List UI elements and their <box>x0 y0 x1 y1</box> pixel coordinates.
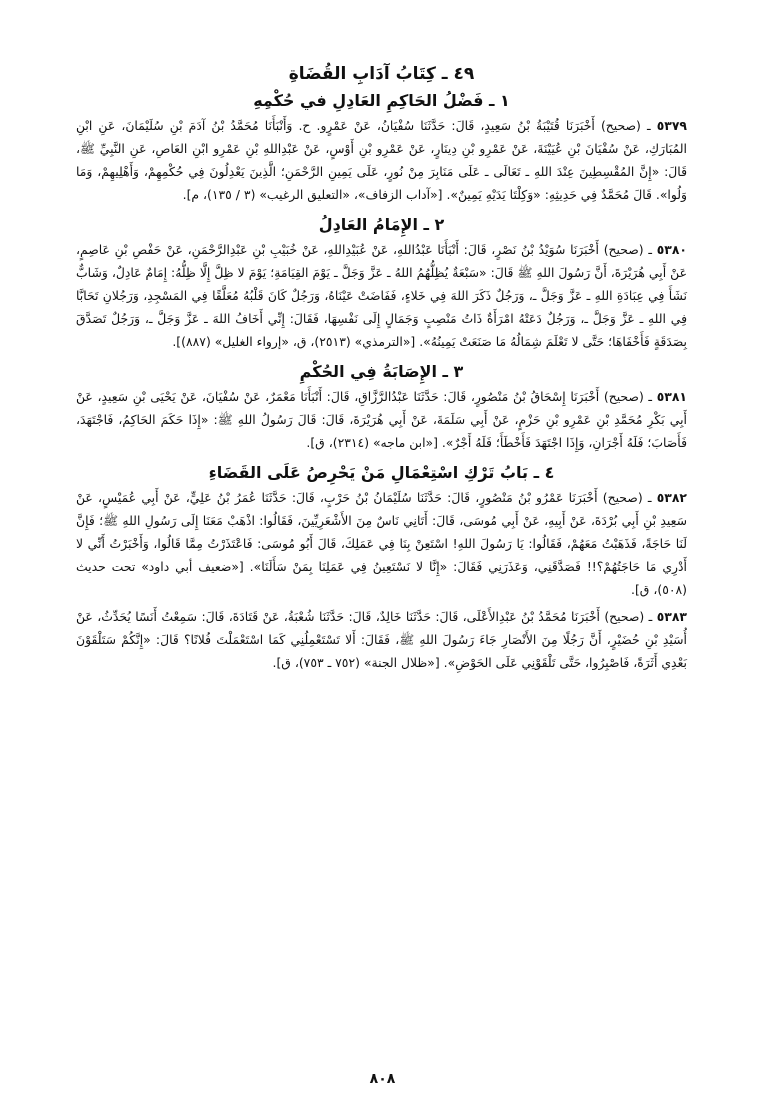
hadith-5382: ٥٣٨٢ ـ (صحيح) أَخْبَرَنَا عَمْرُو بْنُ مَنْصُورٍ، قَالَ: حَدَّثَنَا سُلَيْمَانُ بْنُ حَرْبٍ، قَالَ: حَدَّثَنَا عُمَرُ بْنُ عَلِيٍّ، عَنْ أَبِي عُمَيْسٍ، عَنْ سَعِيدِ بْنِ أَبِي بُرْدَةَ، عَنْ أَبِيهِ، عَنْ أَبِي مُوسَى، قَالَ: أَتَانِي نَاسٌ مِنَ الأَشْعَرِيِّينَ، فَقَالُوا: اذْهَبْ مَعَنَا إِلَى رَسُولِ اللهِ ﷺ؛ فَإِنَّ لَنَا حَاجَةً، فَذَهَبْتُ مَعَهُمْ، فَقَالُوا: يَا رَسُولَ اللهِ! اسْتَعِنْ بِنَا فِي عَمَلِكَ، قَالَ أَبُو مُوسَى: فَاعْتَذَرْتُ مِمَّا قَالُوا، وَأَخْبَرْتُ أَنِّي لا أَدْرِي مَا حَاجَتُهُمْ؟!! فَصَدَّقَنِي، وَعَذَرَنِي فَقَالَ: «إِنَّا لا نَسْتَعِينُ فِي عَمَلِنَا بِمَنْ سَأَلَنَا». [«ضعيف أبي داود» تحت حديث (٥٠٨)، ق]. <box>76 490 687 597</box>
hadith-5380: ٥٣٨٠ ـ (صحيح) أَخْبَرَنَا سُوَيْدُ بْنُ نَصْرٍ، قَالَ: أَنْبَأَنَا عَبْدُاللهِ، عَنْ عُبَيْدِاللهِ، عَنْ خُبَيْبِ بْنِ عَبْدِالرَّحْمَنِ، عَنْ حَفْصِ بْنِ عَاصِمٍ، عَنْ أَبِي هُرَيْرَةَ، أَنَّ رَسُولَ اللهِ ﷺ قَالَ: «سَبْعَةٌ يُظِلُّهُمُ اللهُ ـ عَزَّ وَجَلَّ ـ يَوْمَ القِيَامَةِ؛ يَوْمَ لا ظِلَّ إِلَّا ظِلُّهُ: إِمَامٌ عَادِلٌ، وَشَابٌّ نَشَأَ فِي عِبَادَةِ اللهِ ـ عَزَّ وَجَلَّ ـ، وَرَجُلٌ ذَكَرَ اللهَ فِي خَلاءٍ، فَفَاضَتْ عَيْنَاهُ، وَرَجُلٌ كَانَ قَلْبُهُ مُعَلَّقًا فِي المَسْجِدِ، وَرَجُلانِ تَحَابَّا فِي اللهِ ـ عَزَّ وَجَلَّ ـ، وَرَجُلٌ دَعَتْهُ امْرَأَةٌ ذَاتُ مَنْصِبٍ وَجَمَالٍ إِلَى نَفْسِهَا، فَقَالَ: إِنِّي أَخَافُ اللهَ ـ عَزَّ وَجَلَّ ـ، وَرَجُلٌ تَصَدَّقَ بِصَدَقَةٍ فَأَخْفَاهَا؛ حَتَّى لا تَعْلَمَ شِمَالُهُ مَا صَنَعَتْ يَمِينُهُ». [«الترمذي» (٢٥١٣)، ق، «إرواء الغليل» (٨٨٧)]. <box>76 242 687 349</box>
hadith-5383: ٥٣٨٣ ـ (صحيح) أَخْبَرَنَا مُحَمَّدُ بْنُ عَبْدِالأَعْلَى، قَالَ: حَدَّثَنَا خَالِدٌ، قَالَ: حَدَّثَنَا شُعْبَةُ، عَنْ قَتَادَةَ، قَالَ: سَمِعْتُ أَنَسًا يُحَدِّثُ، عَنْ أُسَيْدِ بْنِ حُضَيْرٍ، أَنَّ رَجُلًا مِنَ الأَنْصَارِ جَاءَ رَسُولَ اللهِ ﷺ، فَقَالَ: أَلا تَسْتَعْمِلُنِي كَمَا اسْتَعْمَلْتَ فُلانًا؟ قَالَ: «إِنَّكُمْ سَتَلْقَوْنَ بَعْدِي أَثَرَةً، فَاصْبِرُوا، حَتَّى تَلْقَوْنِي عَلَى الحَوْضِ». [«ظلال الجنة» (٧٥٢ ـ ٧٥٣)، ق]. <box>76 609 687 670</box>
chapter-title-2: ٢ ـ الإِمَامُ العَادِلُ <box>318 215 445 234</box>
hadith-number: ٥٣٨٢ <box>656 490 687 505</box>
hadith-grade: (صحيح) <box>600 118 641 133</box>
page-number: ٨٠٨ <box>369 1071 396 1087</box>
hadith-text: أَخْبَرَنَا قُتَيْبَةُ بْنُ سَعِيدٍ، قَالَ: حَدَّثَنَا سُفْيَانُ، عَنْ عَمْرٍو. ح. وَأَنْبَأَنَا مُحَمَّدُ بْنُ آدَمَ بْنِ سُلَيْمَانَ، عَنِ ابْنِ المُبَارَكِ، عَنْ سُفْيَانَ بْنِ عُيَيْنَةَ، عَنْ عَمْرِو بْنِ دِينَارٍ، عَنْ عَمْرِو بْنِ أَوْسٍ، عَنْ عَبْدِاللهِ بْنِ عَمْرِو ابْنِ العَاصِ، عَنِ النَّبِيِّ ﷺ، قَالَ: «إِنَّ المُقْسِطِينَ عِنْدَ اللهِ ـ تَعَالَى ـ عَلَى مَنَابِرَ مِنْ نُورٍ، عَلَى يَمِينِ الرَّحْمَنِ؛ الَّذِينَ يَعْدِلُونَ فِي حُكْمِهِمْ، وَأَهْلِيهِمْ، وَمَا وَلُوا». قَالَ مُحَمَّدٌ فِي حَدِيثِهِ: «وَكِلْتَا يَدَيْهِ يَمِينٌ». [«آداب الزفاف»، «التعليق الرغيب» (٣ / ١٣٥)، م]. <box>76 118 687 202</box>
hadith-text: أَخْبَرَنَا مُحَمَّدُ بْنُ عَبْدِالأَعْلَى، قَالَ: حَدَّثَنَا خَالِدٌ، قَالَ: حَدَّثَنَا شُعْبَةُ، عَنْ قَتَادَةَ، قَالَ: سَمِعْتُ أَنَسًا يُحَدِّثُ، عَنْ أُسَيْدِ بْنِ حُضَيْرٍ، أَنَّ رَجُلًا مِنَ الأَنْصَارِ جَاءَ رَسُولَ اللهِ ﷺ، فَقَالَ: أَلا تَسْتَعْمِلُنِي كَمَا اسْتَعْمَلْتَ فُلانًا؟ قَالَ: «إِنَّكُمْ سَتَلْقَوْنَ بَعْدِي أَثَرَةً، فَاصْبِرُوا، حَتَّى تَلْقَوْنِي عَلَى الحَوْضِ». [«ظلال الجنة» (٧٥٢ ـ ٧٥٣)، ق]. <box>76 609 687 670</box>
book-title: ٤٩ ـ كِتَابُ آدَابِ القُضَاةِ <box>288 64 475 84</box>
hadith-5379: ٥٣٧٩ ـ (صحيح) أَخْبَرَنَا قُتَيْبَةُ بْنُ سَعِيدٍ، قَالَ: حَدَّثَنَا سُفْيَانُ، عَنْ عَمْرٍو. ح. وَأَنْبَأَنَا مُحَمَّدُ بْنُ آدَمَ بْنِ سُلَيْمَانَ، عَنِ ابْنِ المُبَارَكِ، عَنْ سُفْيَانَ بْنِ عُيَيْنَةَ، عَنْ عَمْرِو بْنِ دِينَارٍ، عَنْ عَمْرِو بْنِ أَوْسٍ، عَنْ عَبْدِاللهِ بْنِ عَمْرِو ابْنِ العَاصِ، عَنِ النَّبِيِّ ﷺ، قَالَ: «إِنَّ المُقْسِطِينَ عِنْدَ اللهِ ـ تَعَالَى ـ عَلَى مَنَابِرَ مِنْ نُورٍ، عَلَى يَمِينِ الرَّحْمَنِ؛ الَّذِينَ يَعْدِلُونَ فِي حُكْمِهِمْ، وَأَهْلِيهِمْ، وَمَا وَلُوا». قَالَ مُحَمَّدٌ فِي حَدِيثِهِ: «وَكِلْتَا يَدَيْهِ يَمِينٌ». [«آداب الزفاف»، «التعليق الرغيب» (٣ / ١٣٥)، م]. <box>76 118 687 202</box>
hadith-number: ٥٣٧٩ <box>656 118 687 133</box>
hadith-text: أَخْبَرَنَا سُوَيْدُ بْنُ نَصْرٍ، قَالَ: أَنْبَأَنَا عَبْدُاللهِ، عَنْ عُبَيْدِاللهِ، عَنْ خُبَيْبِ بْنِ عَبْدِالرَّحْمَنِ، عَنْ حَفْصِ بْنِ عَاصِمٍ، عَنْ أَبِي هُرَيْرَةَ، أَنَّ رَسُولَ اللهِ ﷺ قَالَ: «سَبْعَةٌ يُظِلُّهُمُ اللهُ ـ عَزَّ وَجَلَّ ـ يَوْمَ القِيَامَةِ؛ يَوْمَ لا ظِلَّ إِلَّا ظِلُّهُ: إِمَامٌ عَادِلٌ، وَشَابٌّ نَشَأَ فِي عِبَادَةِ اللهِ ـ عَزَّ وَجَلَّ ـ، وَرَجُلٌ ذَكَرَ اللهَ فِي خَلاءٍ، فَفَاضَتْ عَيْنَاهُ، وَرَجُلٌ كَانَ قَلْبُهُ مُعَلَّقًا فِي المَسْجِدِ، وَرَجُلانِ تَحَابَّا فِي اللهِ ـ عَزَّ وَجَلَّ ـ، وَرَجُلٌ دَعَتْهُ امْرَأَةٌ ذَاتُ مَنْصِبٍ وَجَمَالٍ إِلَى نَفْسِهَا، فَقَالَ: إِنِّي أَخَافُ اللهَ ـ عَزَّ وَجَلَّ ـ، وَرَجُلٌ تَصَدَّقَ بِصَدَقَةٍ فَأَخْفَاهَا؛ حَتَّى لا تَعْلَمَ شِمَالُهُ مَا صَنَعَتْ يَمِينُهُ». [«الترمذي» (٢٥١٣)، ق، «إرواء الغليل» (٨٨٧)]. <box>76 242 687 349</box>
hadith-grade: (صحيح) <box>603 389 644 404</box>
hadith-grade: (صحيح) <box>603 242 644 257</box>
hadith-number: ٥٣٨١ <box>656 389 687 404</box>
hadith-text: أَخْبَرَنَا إِسْحَاقُ بْنُ مَنْصُورٍ، قَالَ: حَدَّثَنَا عَبْدُالرَّزَّاقِ، قَالَ: أَنْبَأَنَا مَعْمَرٌ، عَنْ سُفْيَانَ، عَنْ يَحْيَى بْنِ سَعِيدٍ، عَنْ أَبِي بَكْرِ مُحَمَّدِ بْنِ عَمْرِو بْنِ حَزْمٍ، عَنْ أَبِي سَلَمَةَ، عَنْ أَبِي هُرَيْرَةَ، قَالَ: قَالَ رَسُولُ اللهِ ﷺ: «إِذَا حَكَمَ الحَاكِمُ، فَاجْتَهَدَ، فَأَصَابَ؛ فَلَهُ أَجْرَانِ، وَإِذَا اجْتَهَدَ فَأَخْطَأَ؛ فَلَهُ أَجْرٌ». [«ابن ماجه» (٢٣١٤)، ق]. <box>76 389 687 450</box>
hadith-number: ٥٣٨٠ <box>656 242 687 257</box>
hadith-5381: ٥٣٨١ ـ (صحيح) أَخْبَرَنَا إِسْحَاقُ بْنُ مَنْصُورٍ، قَالَ: حَدَّثَنَا عَبْدُالرَّزَّاقِ، قَالَ: أَنْبَأَنَا مَعْمَرٌ، عَنْ سُفْيَانَ، عَنْ يَحْيَى بْنِ سَعِيدٍ، عَنْ أَبِي بَكْرِ مُحَمَّدِ بْنِ عَمْرِو بْنِ حَزْمٍ، عَنْ أَبِي سَلَمَةَ، عَنْ أَبِي هُرَيْرَةَ، قَالَ: قَالَ رَسُولُ اللهِ ﷺ: «إِذَا حَكَمَ الحَاكِمُ، فَاجْتَهَدَ، فَأَصَابَ؛ فَلَهُ أَجْرَانِ، وَإِذَا اجْتَهَدَ فَأَخْطَأَ؛ فَلَهُ أَجْرٌ». [«ابن ماجه» (٢٣١٤)، ق]. <box>76 389 687 450</box>
chapter-title-1: ١ ـ فَضْلُ الحَاكِمِ العَادِلِ في حُكْمِهِ <box>253 91 510 110</box>
chapter-title-4: ٤ ـ بَابُ تَرْكِ اسْتِعْمَالِ مَنْ يَحْرِصُ عَلَى القَضَاءِ <box>208 463 555 482</box>
hadith-grade: (صحيح) <box>604 609 645 624</box>
hadith-number: ٥٣٨٣ <box>656 609 687 624</box>
chapter-title-3: ٣ ـ الإِصَابَةُ فِي الحُكْمِ <box>299 362 464 381</box>
hadith-text: أَخْبَرَنَا عَمْرُو بْنُ مَنْصُورٍ، قَالَ: حَدَّثَنَا سُلَيْمَانُ بْنُ حَرْبٍ، قَالَ: حَدَّثَنَا عُمَرُ بْنُ عَلِيٍّ، عَنْ أَبِي عُمَيْسٍ، عَنْ سَعِيدِ بْنِ أَبِي بُرْدَةَ، عَنْ أَبِيهِ، عَنْ أَبِي مُوسَى، قَالَ: أَتَانِي نَاسٌ مِنَ الأَشْعَرِيِّينَ، فَقَالُوا: اذْهَبْ مَعَنَا إِلَى رَسُولِ اللهِ ﷺ؛ فَإِنَّ لَنَا حَاجَةً، فَذَهَبْتُ مَعَهُمْ، فَقَالُوا: يَا رَسُولَ اللهِ! اسْتَعِنْ بِنَا فِي عَمَلِكَ، قَالَ أَبُو مُوسَى: فَاعْتَذَرْتُ مِمَّا قَالُوا، وَأَخْبَرْتُ أَنِّي لا أَدْرِي مَا حَاجَتُهُمْ؟!! فَصَدَّقَنِي، وَعَذَرَنِي فَقَالَ: «إِنَّا لا نَسْتَعِينُ فِي عَمَلِنَا بِمَنْ سَأَلَنَا». [«ضعيف أبي داود» تحت حديث (٥٠٨)، ق]. <box>76 490 687 597</box>
hadith-grade: (صحيح) <box>602 490 643 505</box>
